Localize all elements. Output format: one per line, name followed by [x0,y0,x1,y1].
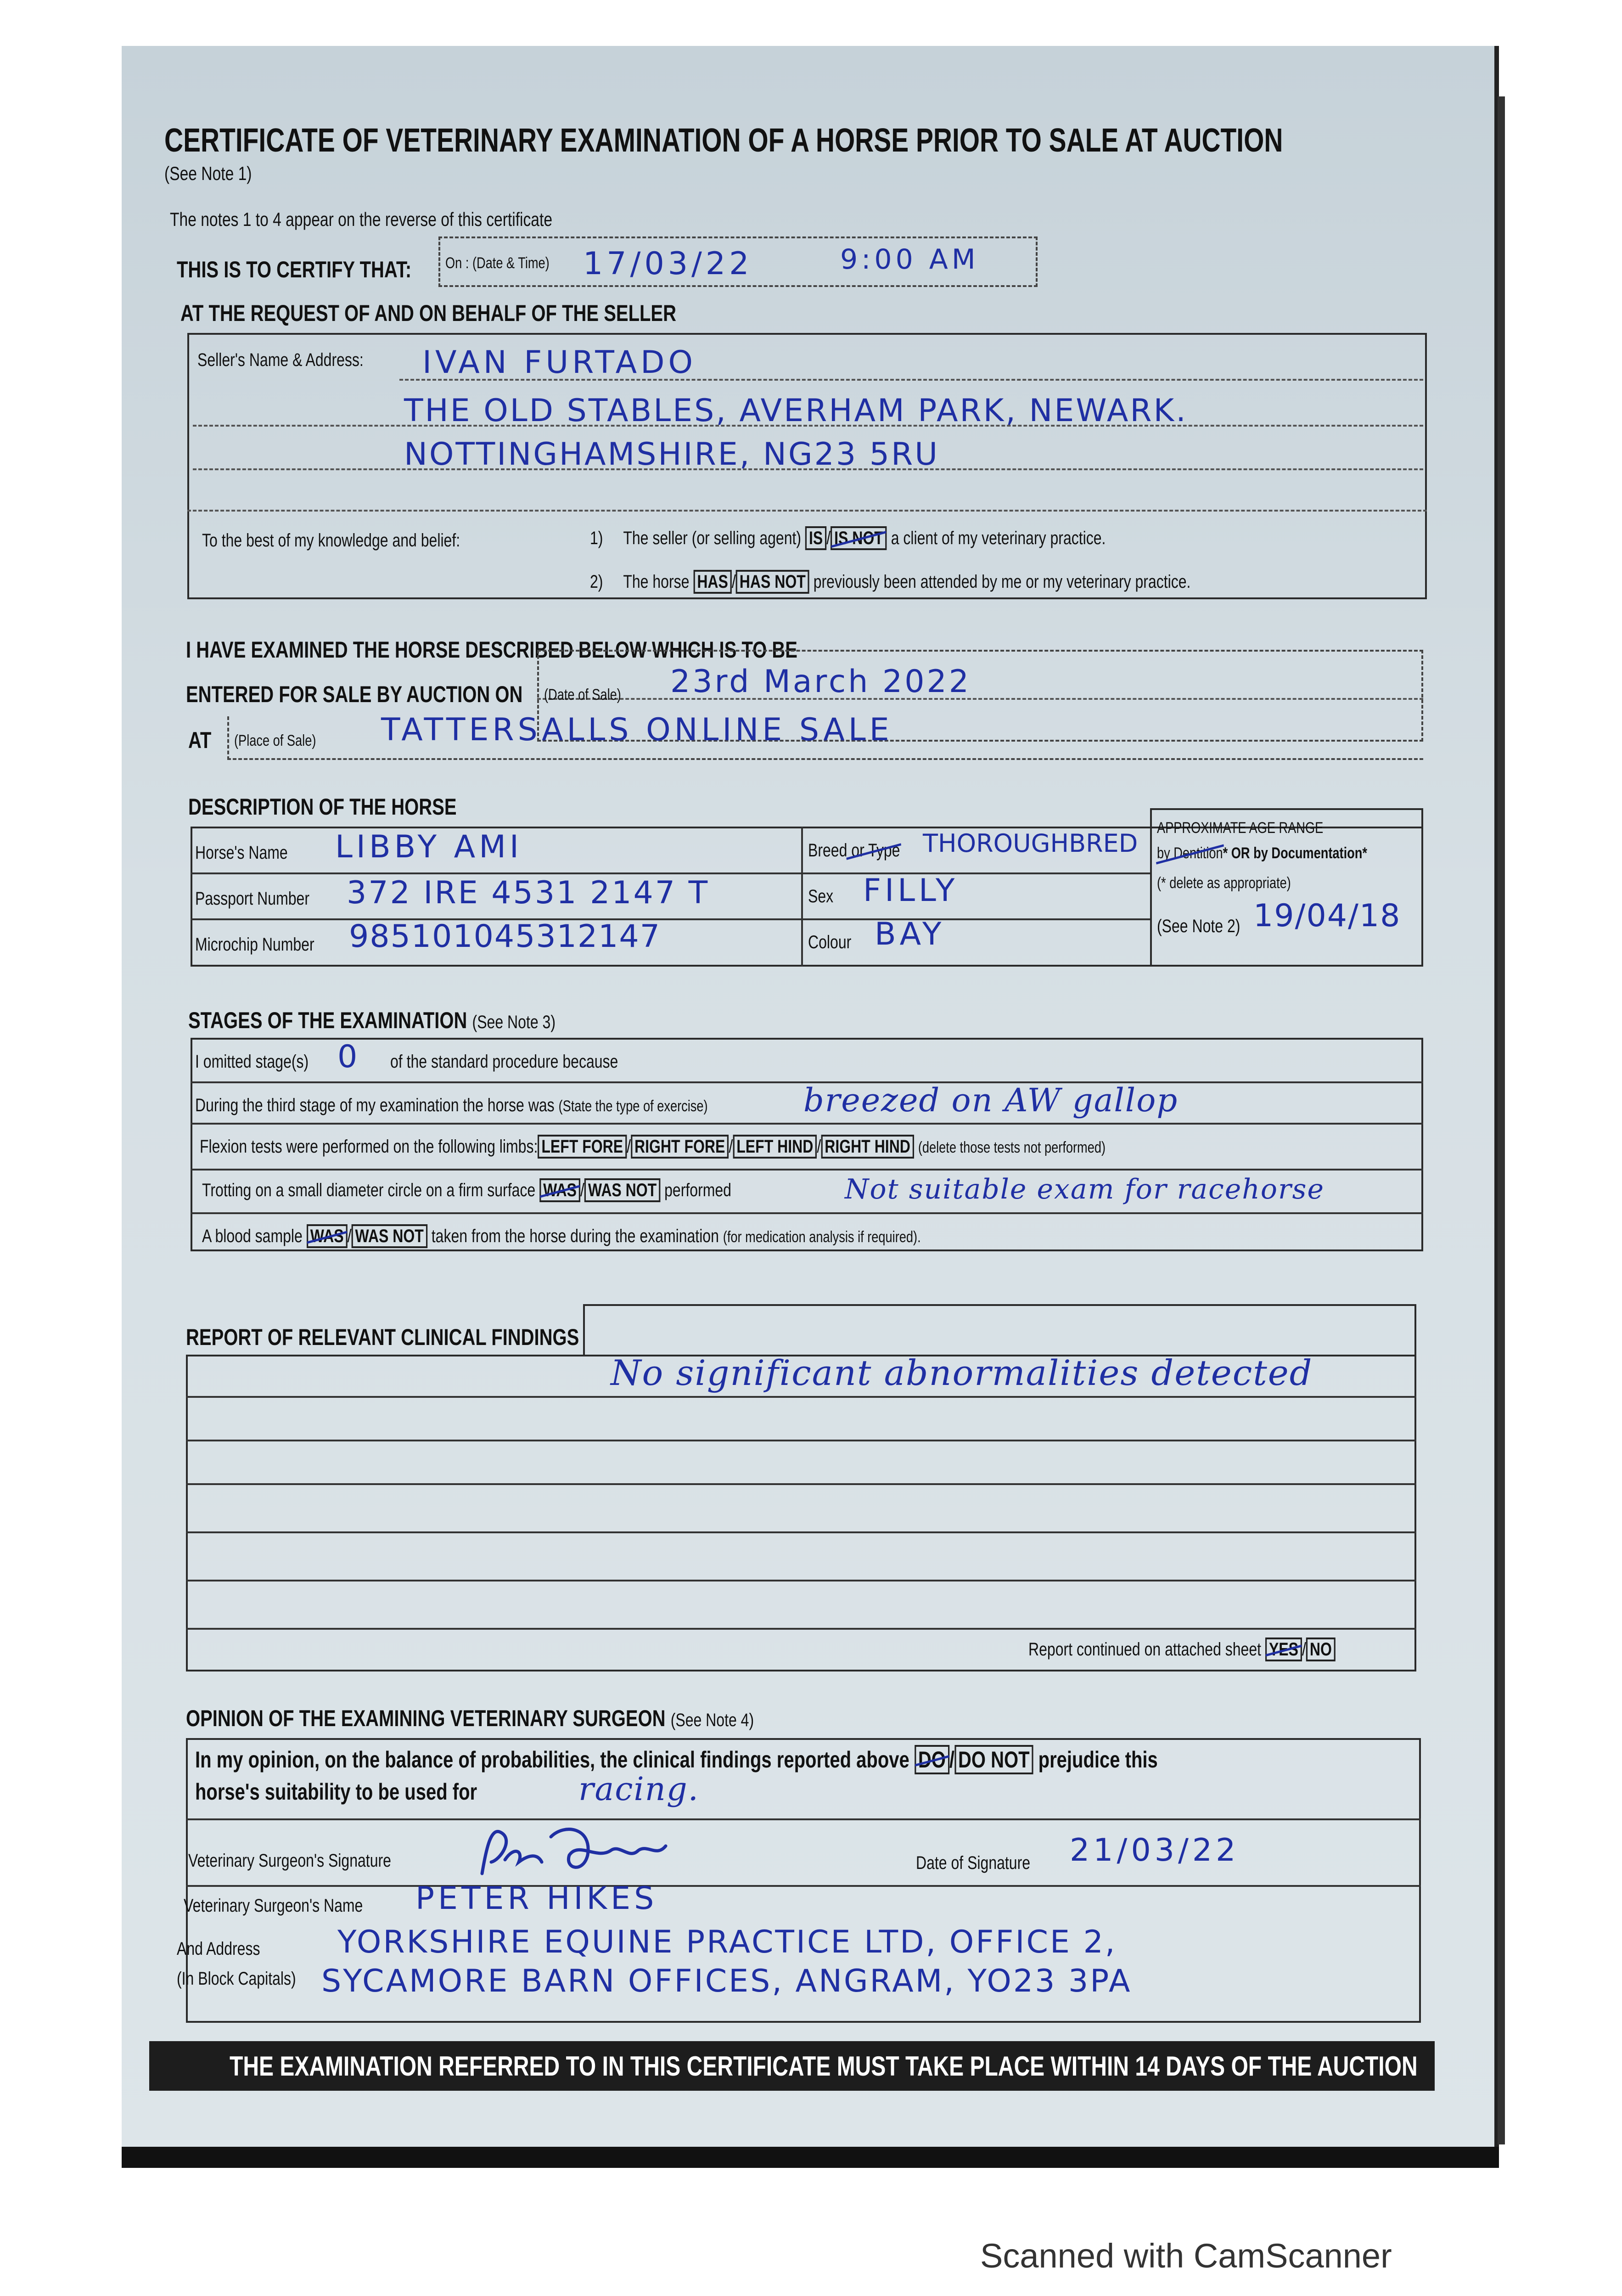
is-option[interactable]: IS [805,526,826,550]
microchip-value: 985101045312147 [349,918,661,955]
report-continued: Report continued on attached sheet YES / NO [1028,1639,1336,1660]
knowledge-item-2: 2) The horse HAS / HAS NOT previously been attended by me or my veterinary practice. [590,572,1190,592]
knowledge-item-1: 1) The seller (or selling agent) IS / IS NOT a client of my veterinary practice. [590,528,1106,548]
omitted-label: I omitted stage(s) [195,1052,309,1072]
age-range-heading: APPROXIMATE AGE RANGE [1157,819,1324,837]
description-row-divider-2 [191,918,1150,920]
surgeon-address-line2: SYCAMORE BARN OFFICES, ANGRAM, YO23 3PA [321,1963,1132,1999]
report-line-3 [186,1483,1416,1485]
seller-divider [187,510,1427,512]
do-not-option[interactable]: DO NOT [954,1745,1033,1774]
stages-row-2 [191,1123,1423,1125]
opinion-use-value: racing. [578,1770,699,1808]
report-line-1 [186,1396,1416,1398]
deadline-banner: THE EXAMINATION REFERRED TO IN THIS CERTIFICATE MUST TAKE PLACE WITHIN 14 DAYS OF THE AUCTION [149,2041,1435,2091]
date-of-signature-value: 21/03/22 [1070,1832,1240,1868]
place-of-sale-label: (Place of Sale) [234,732,316,749]
knowledge-label: To the best of my knowledge and belief: [202,530,460,551]
report-line-6 [186,1628,1416,1630]
see-note-1: (See Note 1) [164,163,252,184]
trot-was-option[interactable]: WAS [539,1178,580,1202]
flexion-row: Flexion tests were performed on the following limbs: LEFT FORE / RIGHT FORE / LEFT HIND / RIGHT HIND (delete those tests not performed) [200,1137,1106,1157]
scan-edge-right [1498,96,1505,2144]
omitted-post: of the standard procedure because [390,1052,618,1072]
opinion-text-line2: horse's suitability to be used for [195,1779,477,1805]
age-range-value: 19/04/18 [1253,898,1401,934]
colour-label: Colour [808,932,852,952]
stages-row-3 [191,1169,1423,1171]
sex-label: Sex [808,886,834,906]
sex-value: FILLY [863,872,959,909]
surgeon-name-label: Veterinary Surgeon's Name [184,1896,363,1916]
trot-was-not-option[interactable]: WAS NOT [584,1178,660,1202]
place-of-sale-value: TATTERSALLS ONLINE SALE [381,712,893,748]
notes-line: The notes 1 to 4 appear on the reverse of this certificate [170,208,553,230]
passport-label: Passport Number [195,889,309,909]
has-option[interactable]: HAS [693,570,732,594]
seller-address-line2: NOTTINGHAMSHIRE, NG23 5RU [404,436,939,473]
third-stage-label: During the third stage of my examination the horse was (State the type of exercise) [195,1095,708,1115]
page-title: CERTIFICATE OF VETERINARY EXAMINATION OF A HORSE PRIOR TO SALE AT AUCTION [164,122,1283,159]
continued-no-option[interactable]: NO [1306,1638,1336,1661]
do-option[interactable]: DO [915,1745,949,1774]
date-of-signature-label: Date of Signature [916,1853,1031,1873]
age-range-see-note: (See Note 2) [1157,916,1240,936]
microchip-label: Microchip Number [195,934,314,955]
certify-on-label: On : (Date & Time) [445,254,550,272]
seller-address-line1: THE OLD STABLES, AVERHAM PARK, NEWARK. [404,393,1188,429]
address-label-2: (In Block Capitals) [177,1969,296,1989]
surgeon-name-value: PETER HIKES [415,1880,658,1917]
scanner-watermark: Scanned with CamScanner [980,2237,1392,2275]
continued-yes-option[interactable]: YES [1265,1638,1302,1661]
opinion-line-2 [186,1885,1421,1887]
description-col-divider-1 [801,827,803,967]
has-not-option[interactable]: HAS NOT [736,570,809,594]
horse-name-value: LIBBY AMI [335,829,522,865]
stages-heading: STAGES OF THE EXAMINATION (See Note 3) [188,1007,556,1033]
report-finding: No significant abnormalities detected [611,1352,1313,1393]
certify-label: THIS IS TO CERTIFY THAT: [177,257,412,282]
description-heading: DESCRIPTION OF THE HORSE [188,794,457,820]
is-not-option[interactable]: IS NOT [831,526,887,550]
date-of-sale-label: (Date of Sale) [544,686,621,703]
omitted-value: 0 [337,1039,361,1075]
at-label: AT [188,727,212,753]
blood-row: A blood sample WAS / WAS NOT taken from the horse during the examination (for medication analysis if required). [202,1226,921,1246]
flexion-left-hind[interactable]: LEFT HIND [733,1135,817,1159]
blood-was-not-option[interactable]: WAS NOT [352,1224,427,1248]
date-of-sale-value: 23rd March 2022 [670,664,971,700]
address-label: And Address [177,1939,260,1959]
description-row-divider-1 [191,872,1150,874]
stages-row-4 [191,1212,1423,1214]
opinion-heading: OPINION OF THE EXAMINING VETERINARY SURGEON (See Note 4) [186,1705,754,1731]
report-heading: REPORT OF RELEVANT CLINICAL FINDINGS [186,1324,579,1350]
breed-label: Breed or Type [808,840,900,861]
examined-line1: I HAVE EXAMINED THE HORSE DESCRIBED BELOW WHICH IS TO BE [186,637,797,663]
passport-value: 372 IRE 4531 2147 T [347,875,710,911]
report-line-2 [186,1440,1416,1441]
scan-edge-bottom [122,2147,1499,2168]
flexion-left-fore[interactable]: LEFT FORE [538,1135,627,1159]
colour-value: BAY [875,916,945,952]
seller-label: Seller's Name & Address: [197,350,364,370]
report-box[interactable] [186,1355,1416,1671]
signature-label: Veterinary Surgeon's Signature [188,1851,391,1871]
opinion-text: In my opinion, on the balance of probabilities, the clinical findings reported above DO / DO NOT prejudice this [195,1747,1158,1773]
report-line-4 [186,1531,1416,1533]
trot-row: Trotting on a small diameter circle on a firm surface WAS / WAS NOT performed [202,1180,731,1200]
age-range-delete-note: (* delete as appropriate) [1157,874,1291,892]
certify-date-value: 17/03/22 [583,246,753,282]
seller-name: IVAN FURTADO [422,344,697,381]
signature-mark [473,1818,693,1887]
trot-value: Not suitable exam for racehorse [845,1173,1325,1205]
third-stage-value: breezed on AW gallop [803,1081,1179,1119]
age-range-options: by Dentition* OR by Documentation* [1157,844,1367,862]
report-heading-box [583,1304,1416,1355]
horse-name-label: Horse's Name [195,843,288,863]
flexion-right-fore[interactable]: RIGHT FORE [631,1135,729,1159]
surgeon-address-line1: YORKSHIRE EQUINE PRACTICE LTD, OFFICE 2, [337,1924,1117,1960]
opinion-line-1 [186,1818,1421,1820]
breed-value: THOROUGHBRED [923,829,1138,858]
request-heading: AT THE REQUEST OF AND ON BEHALF OF THE SELLER [180,300,676,326]
flexion-right-hind[interactable]: RIGHT HIND [821,1135,914,1159]
blood-was-option[interactable]: WAS [307,1224,348,1248]
examined-line2: ENTERED FOR SALE BY AUCTION ON [186,681,523,707]
certify-time-value: 9:00 AM [840,243,979,276]
report-line-5 [186,1580,1416,1581]
